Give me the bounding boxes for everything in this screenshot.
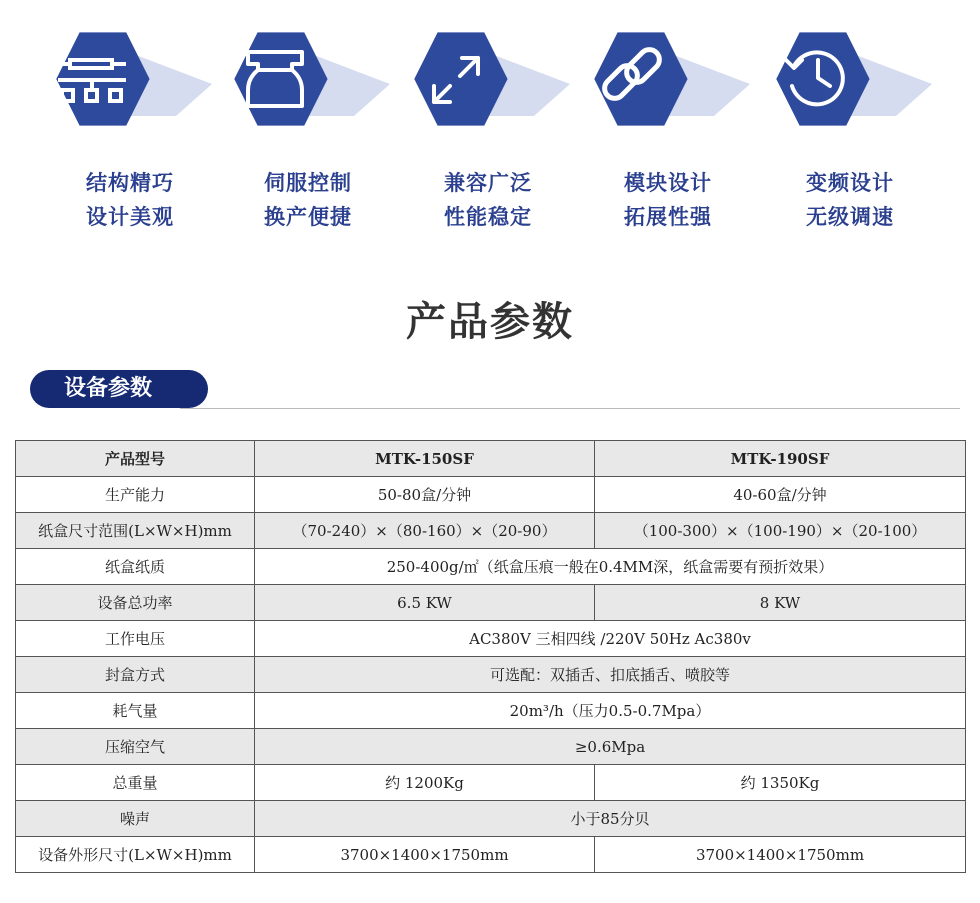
table-cell-model2: 40-60盒/分钟	[595, 477, 966, 513]
table-row	[16, 549, 966, 585]
feature-line2: 无级调速	[806, 205, 894, 229]
table-cell-label: 压缩空气	[16, 729, 255, 765]
feature-line1: 模块设计	[624, 171, 712, 195]
table-cell-label: 生产能力	[16, 477, 255, 513]
table-cell-model1: MTK-150SF	[255, 441, 595, 477]
feature-row	[0, 0, 980, 240]
table-cell-label: 纸盒尺寸范围(L×W×H)mm	[16, 513, 255, 549]
feature-compat	[398, 0, 578, 240]
table-cell-merged: 250-400g/㎡（纸盒压痕一般在0.4MM深，纸盒需要有预折效果）	[255, 549, 966, 585]
feature-servo	[218, 0, 398, 240]
chain-link-icon	[578, 26, 758, 136]
table-row	[16, 693, 966, 729]
table-cell-label: 设备总功率	[16, 585, 255, 621]
feature-vfd	[760, 0, 940, 240]
table-row	[16, 729, 966, 765]
expand-arrows-icon	[398, 26, 578, 136]
table-cell-label: 耗气量	[16, 693, 255, 729]
table-row	[16, 837, 966, 873]
table-header-row	[16, 441, 966, 477]
feature-line2: 换产便捷	[264, 205, 352, 229]
servo-weight-icon	[218, 26, 398, 136]
table-row	[16, 621, 966, 657]
table-row	[16, 513, 966, 549]
table-row	[16, 801, 966, 837]
table-cell-model2: 3700×1400×1750mm	[595, 837, 966, 873]
feature-line2: 性能稳定	[444, 205, 532, 229]
table-cell-label: 总重量	[16, 765, 255, 801]
feature-line1: 变频设计	[806, 171, 894, 195]
table-cell-label: 噪声	[16, 801, 255, 837]
feature-line2: 设计美观	[86, 205, 174, 229]
feature-module	[578, 0, 758, 240]
table-cell-model1: 3700×1400×1750mm	[255, 837, 595, 873]
table-cell-merged: 可选配：双插舌、扣底插舌、喷胶等	[255, 657, 966, 693]
table-cell-model1: 50-80盒/分钟	[255, 477, 595, 513]
table-cell-model2: （100-300）×（100-190）×（20-100）	[595, 513, 966, 549]
section-header	[30, 368, 960, 410]
table-cell-label: 产品型号	[16, 441, 255, 477]
table-cell-label: 纸盒纸质	[16, 549, 255, 585]
table-cell-model1: 约 1200Kg	[255, 765, 595, 801]
table-row	[16, 585, 966, 621]
feature-structure	[40, 0, 220, 240]
table-cell-label: 封盒方式	[16, 657, 255, 693]
table-cell-merged: 小于85分贝	[255, 801, 966, 837]
table-cell-label: 工作电压	[16, 621, 255, 657]
table-row	[16, 657, 966, 693]
table-cell-merged: ≥0.6Mpa	[255, 729, 966, 765]
table-cell-model1: 6.5 KW	[255, 585, 595, 621]
layout-structure-icon	[40, 26, 220, 136]
table-row	[16, 477, 966, 513]
feature-line2: 拓展性强	[624, 205, 712, 229]
spec-table	[15, 440, 966, 873]
table-cell-model2: 约 1350Kg	[595, 765, 966, 801]
page-title: 产品参数	[406, 299, 574, 345]
feature-line1: 兼容广泛	[444, 171, 532, 195]
section-divider	[180, 408, 960, 409]
history-clock-icon	[760, 26, 940, 136]
table-row	[16, 765, 966, 801]
table-cell-model2: MTK-190SF	[595, 441, 966, 477]
feature-line1: 伺服控制	[264, 171, 352, 195]
feature-line1: 结构精巧	[86, 171, 174, 195]
table-cell-label: 设备外形尺寸(L×W×H)mm	[16, 837, 255, 873]
table-cell-merged: AC380V 三相四线 /220V 50Hz Ac380v	[255, 621, 966, 657]
table-cell-model2: 8 KW	[595, 585, 966, 621]
section-title: 设备参数	[30, 370, 208, 408]
table-cell-merged: 20m³/h（压力0.5-0.7Mpa）	[255, 693, 966, 729]
table-cell-model1: （70-240）×（80-160）×（20-90）	[255, 513, 595, 549]
